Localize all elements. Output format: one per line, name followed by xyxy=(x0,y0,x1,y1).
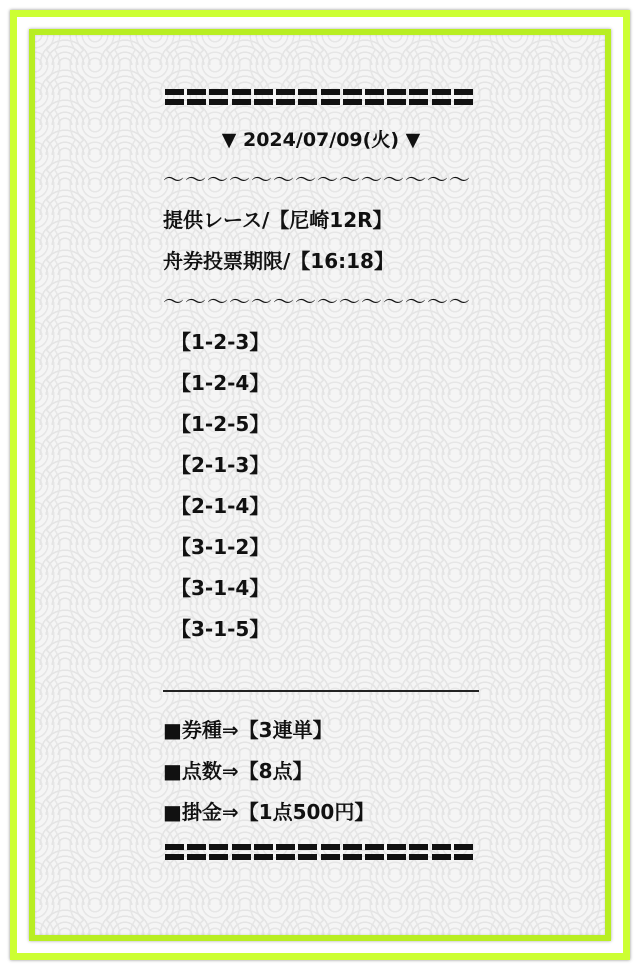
horizontal-rule xyxy=(163,690,479,692)
bet-card xyxy=(163,86,479,863)
race-line: 提供レース/【尼崎12R】 xyxy=(163,208,393,232)
combo-item: 【2-1-4】 xyxy=(171,494,270,518)
combo-list xyxy=(163,322,479,650)
combo-item: 【1-2-5】 xyxy=(171,412,270,436)
date-heading: ▼ 2024/07/09(火) ▼ xyxy=(221,129,421,151)
combo-item: 【3-1-5】 xyxy=(171,617,270,641)
stake-line: ■掛金⇒【1点500円】 xyxy=(163,800,375,824)
bottom-divider xyxy=(165,841,473,863)
combo-item: 【1-2-4】 xyxy=(171,371,270,395)
wave-divider-2: 〜〜〜〜〜〜〜〜〜〜〜〜〜〜 xyxy=(163,290,471,314)
top-divider xyxy=(165,86,473,108)
combo-item: 【3-1-4】 xyxy=(171,576,270,600)
combo-item: 【2-1-3】 xyxy=(171,453,270,477)
combo-item: 【3-1-2】 xyxy=(171,535,270,559)
deadline-line: 舟券投票期限/【16:18】 xyxy=(163,249,394,273)
wave-divider-1: 〜〜〜〜〜〜〜〜〜〜〜〜〜〜 xyxy=(163,168,471,192)
combo-item: 【1-2-3】 xyxy=(171,330,270,354)
points-line: ■点数⇒【8点】 xyxy=(163,759,313,783)
bet-type-line: ■券種⇒【3連単】 xyxy=(163,718,333,742)
